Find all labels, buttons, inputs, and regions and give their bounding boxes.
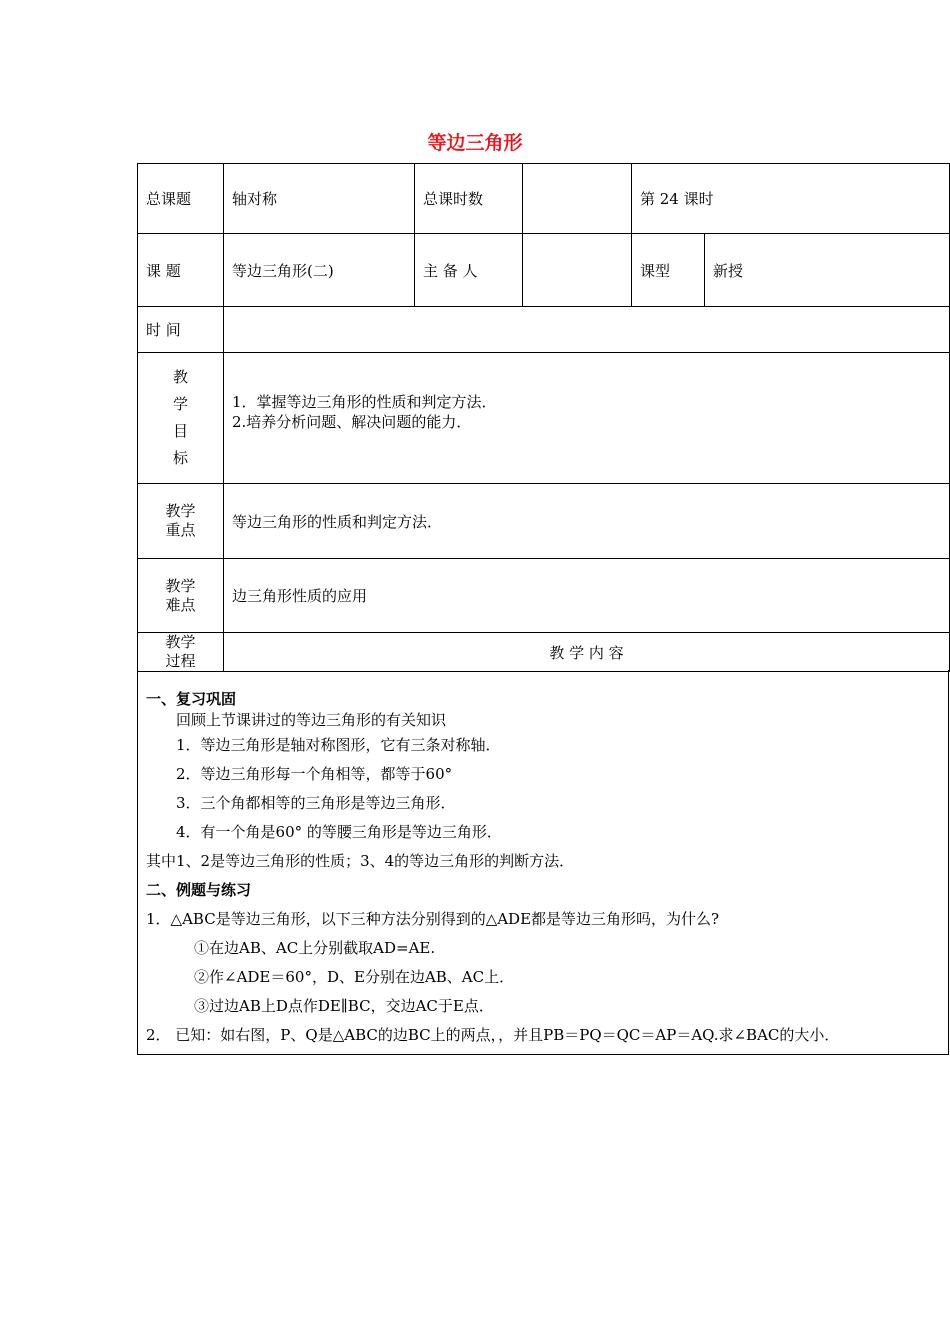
goals-content bbox=[224, 353, 950, 484]
section-intro: 回顾上节课讲过的等边三角形的有关知识 bbox=[176, 711, 447, 729]
focus-text: 等边三角形的性质和判定方法． bbox=[224, 484, 950, 559]
row-process bbox=[138, 633, 950, 672]
difficulty-label-line: 教学 bbox=[165, 576, 196, 595]
question-1-method: ①在边AB、AC上分别截取AD=AE. bbox=[194, 939, 436, 957]
review-item: 1．等边三角形是轴对称图形，它有三条对称轴． bbox=[176, 736, 501, 754]
goal-item: 1．掌握等边三角形的性质和判定方法． bbox=[232, 393, 497, 411]
review-item: 2．等边三角形每一个角相等，都等于60° bbox=[176, 765, 453, 783]
process-header: 教 学 内 容 bbox=[224, 633, 950, 672]
row-difficulty bbox=[138, 559, 950, 633]
process-label-line: 过程 bbox=[165, 652, 196, 670]
label-focus bbox=[138, 484, 224, 559]
total-topic-value: 轴对称 bbox=[224, 164, 415, 234]
goals-label-char: 标 bbox=[172, 449, 188, 467]
goals-label-char: 目 bbox=[172, 422, 188, 440]
label-time: 时 间 bbox=[138, 307, 224, 353]
difficulty-text: 边三角形性质的应用 bbox=[224, 559, 950, 633]
label-topic: 课 题 bbox=[138, 234, 224, 307]
label-process bbox=[138, 633, 224, 672]
goals-label-char: 教 bbox=[172, 368, 188, 386]
label-type: 课型 bbox=[632, 234, 705, 307]
focus-label-line: 重点 bbox=[165, 521, 196, 539]
question-2: 2． 已知：如右图，P、Q是△ABC的边BC上的两点，，并且PB＝PQ＝QC＝AP＝AQ.求∠BAC的大小． bbox=[146, 1026, 840, 1044]
type-value: 新授 bbox=[705, 234, 950, 307]
row-goals bbox=[138, 353, 950, 484]
goal-item: 2.培养分析问题、解决问题的能力． bbox=[232, 413, 472, 431]
label-goals bbox=[138, 353, 224, 484]
label-difficulty bbox=[138, 559, 224, 633]
page-title: 等边三角形 bbox=[427, 132, 523, 154]
difficulty-label-line: 难点 bbox=[165, 595, 196, 614]
label-total-topic: 总课题 bbox=[138, 164, 224, 234]
lesson-plan-table bbox=[137, 163, 950, 672]
row-topic bbox=[138, 234, 950, 307]
section-title: 二、例题与练习 bbox=[146, 881, 252, 899]
preparer-value bbox=[523, 234, 632, 307]
question-1: 1．△ABC是等边三角形，以下三种方法分别得到的△ADE都是等边三角形吗，为什么? bbox=[146, 910, 720, 928]
goals-label-char: 学 bbox=[172, 395, 188, 413]
lesson-number: 第 24 课时 bbox=[632, 164, 950, 234]
review-item: 4．有一个角是60° 的等腰三角形是等边三角形． bbox=[176, 823, 502, 841]
focus-label-line: 教学 bbox=[165, 502, 196, 520]
total-hours-value bbox=[523, 164, 632, 234]
section-title: 一、复习巩固 bbox=[146, 690, 237, 708]
row-time bbox=[138, 307, 950, 353]
topic-value: 等边三角形(二) bbox=[224, 234, 415, 307]
review-item: 3．三个角都相等的三角形是等边三角形． bbox=[176, 794, 456, 812]
teaching-content bbox=[137, 670, 949, 1055]
row-total-topic bbox=[138, 164, 950, 234]
label-total-hours: 总课时数 bbox=[415, 164, 523, 234]
process-label-line: 教学 bbox=[165, 633, 196, 651]
question-1-method: ②作∠ADE＝60°，D、E分别在边AB、AC上． bbox=[194, 968, 515, 986]
row-focus bbox=[138, 484, 950, 559]
review-summary: 其中1、2是等边三角形的性质；3、4的等边三角形的判断方法． bbox=[146, 852, 575, 870]
label-preparer: 主 备 人 bbox=[415, 234, 523, 307]
question-1-method: ③过边AB上D点作DE∥BC，交边AC于E点． bbox=[194, 997, 494, 1015]
time-value bbox=[224, 307, 950, 353]
